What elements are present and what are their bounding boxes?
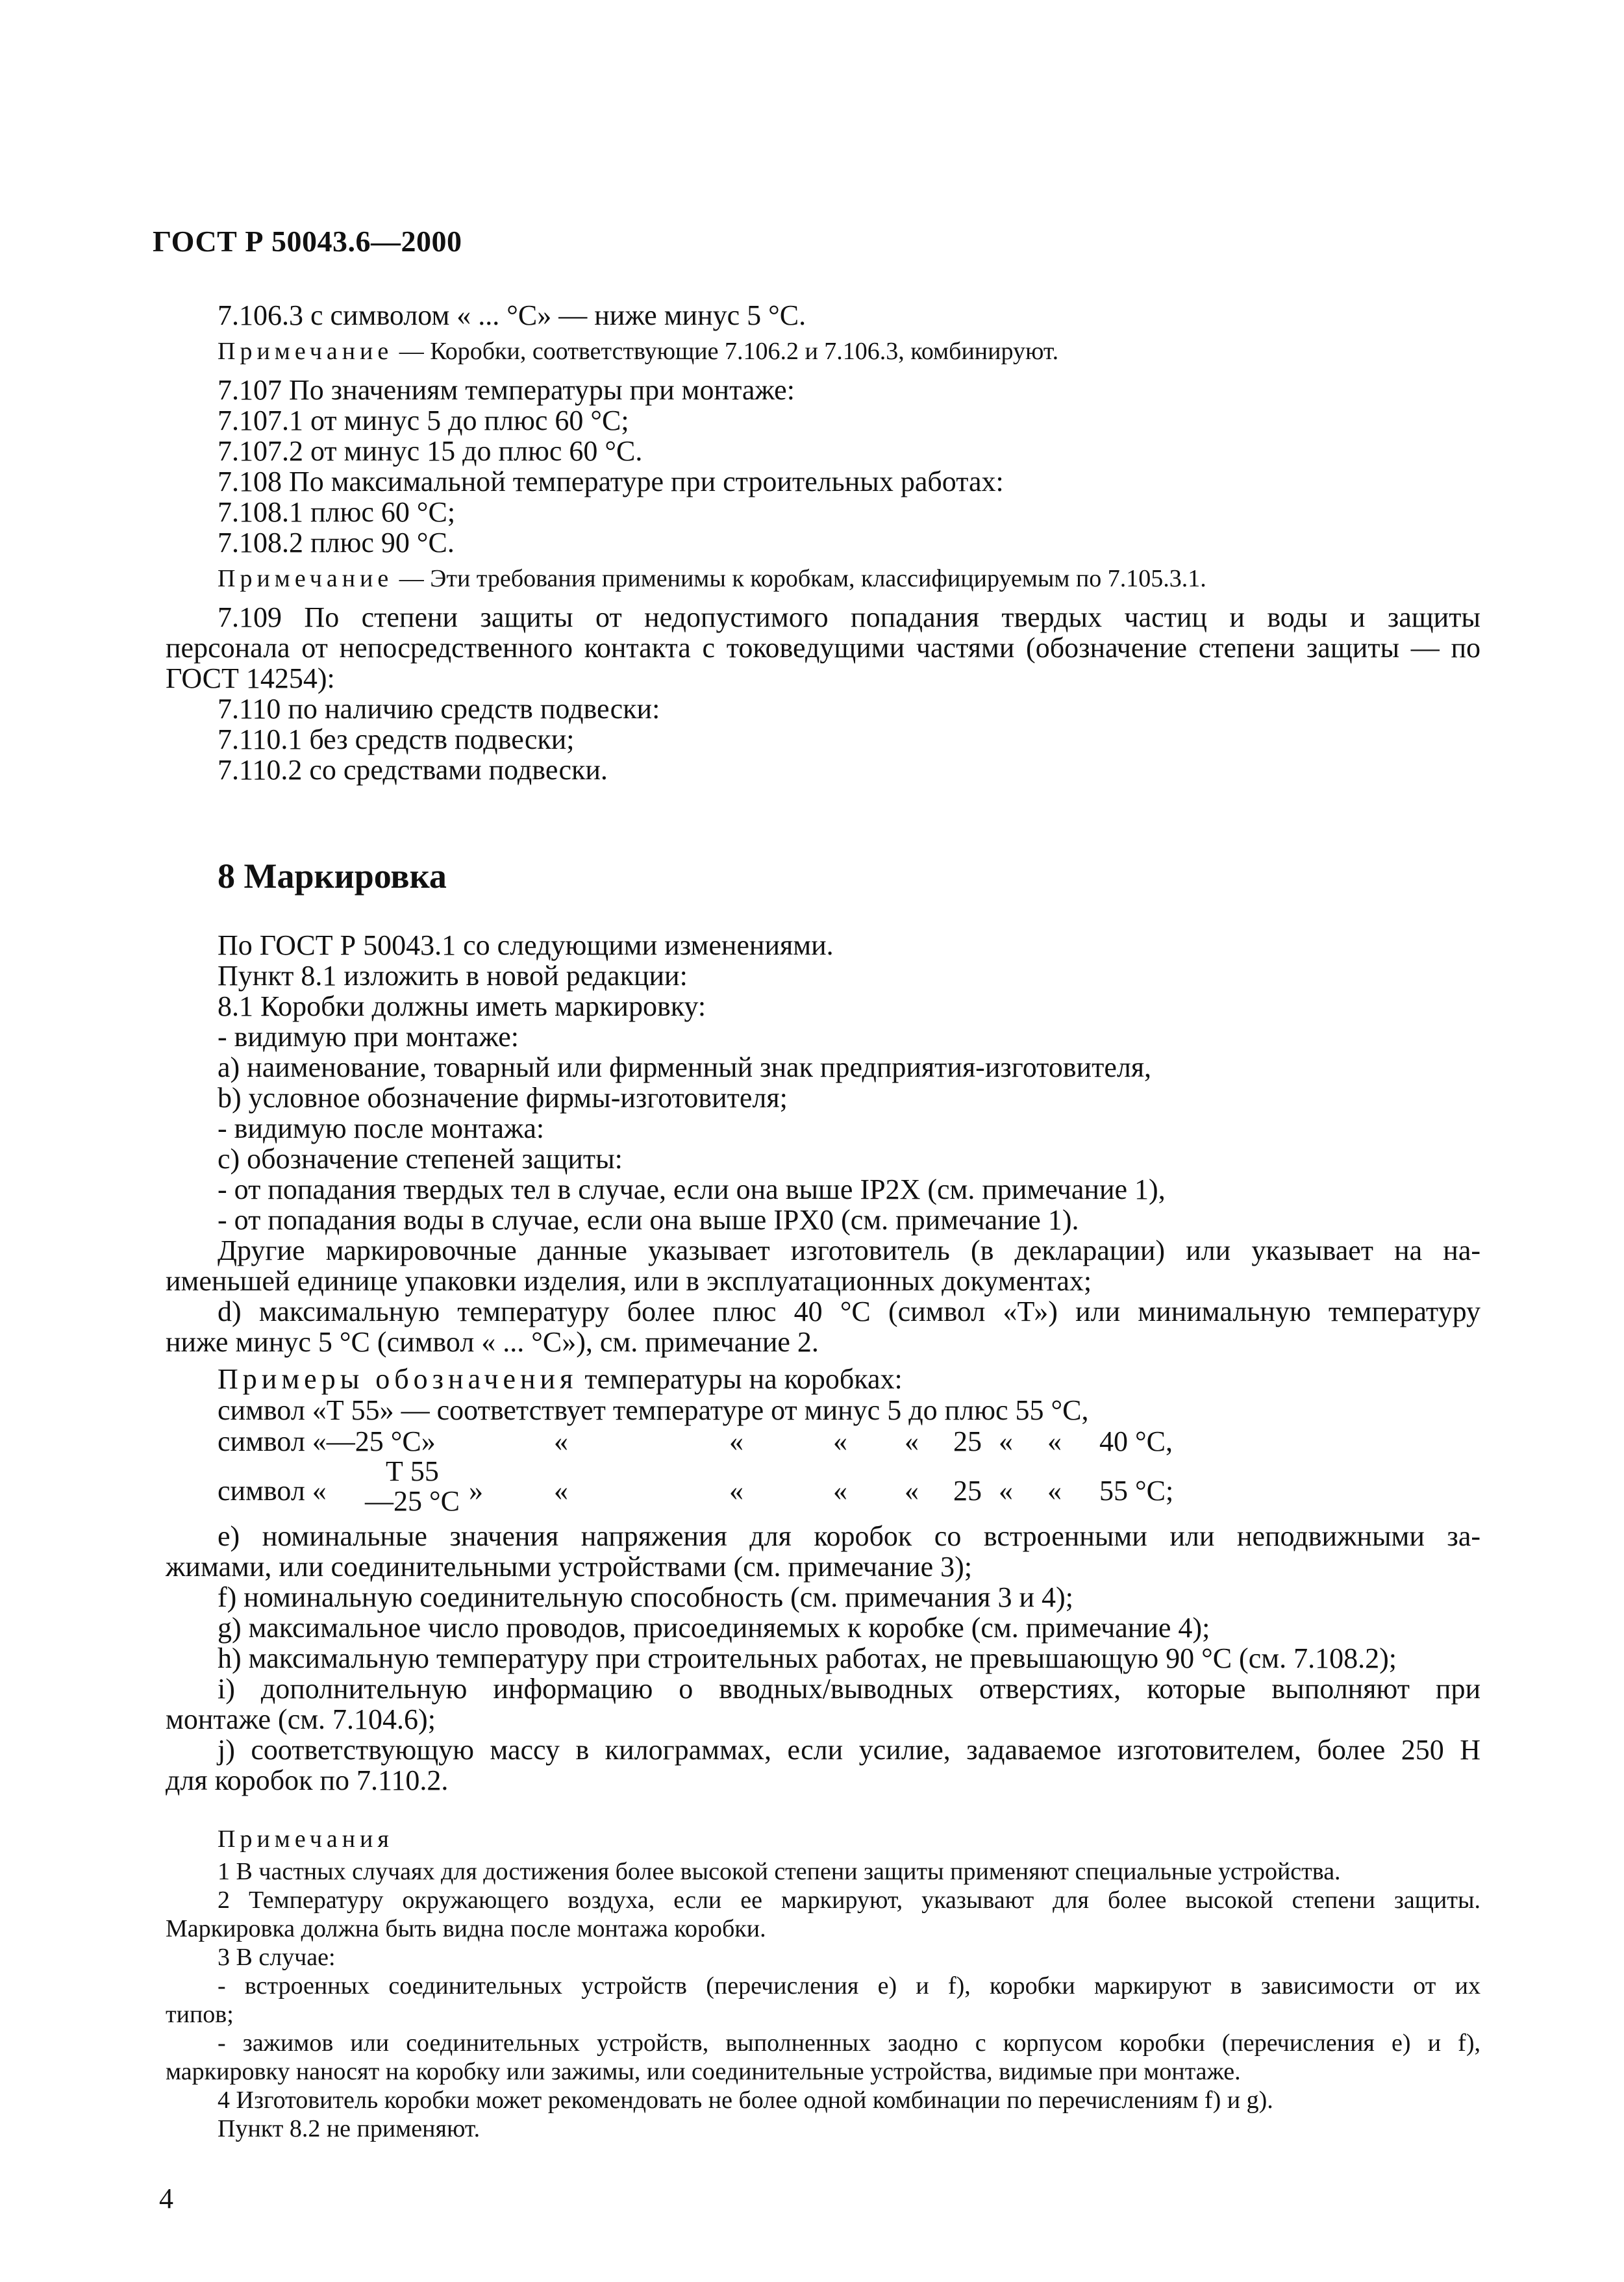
note-label: Примечание <box>218 338 394 365</box>
clause-7-108: 7.108 По максимальной температуре при строительных работах: <box>218 466 1004 497</box>
note-2-cont: Маркировка должна быть видна после монтажа коробки. <box>166 1915 766 1942</box>
clause-7-107-2: 7.107.2 от минус 15 до плюс 60 °С. <box>218 435 643 467</box>
clauses-block <box>166 300 1480 785</box>
note-text: — Эти требования применимы к коробкам, классифицируемым по 7.105.3.1. <box>393 565 1206 592</box>
ditto-mark: « <box>554 1425 568 1457</box>
note-7-108 <box>166 564 1480 593</box>
marking-item-b: b) условное обозначение фирмы-изготовителя; <box>218 1082 788 1114</box>
example-row-3-fraction-denominator: —25 °С <box>365 1485 460 1517</box>
marking-block <box>166 930 1480 1357</box>
marking-item-h: h) максимальную температуру при строительных работах, не превышающую 90 °С (см. 7.108.2); <box>218 1642 1397 1674</box>
ditto-mark: « <box>905 1425 919 1457</box>
marking-item-g: g) максимальное число проводов, присоединяемых к коробке (см. примечание 4); <box>218 1612 1210 1644</box>
example-row-2-min: 25 <box>953 1425 982 1457</box>
note-label: Примечание <box>218 565 394 592</box>
marking-line: По ГОСТ Р 50043.1 со следующими изменениями. <box>218 929 834 961</box>
ditto-mark: « <box>729 1475 743 1507</box>
clause-7-109-line3: ГОСТ 14254): <box>166 662 335 694</box>
ditto-mark: « <box>905 1475 919 1507</box>
clause-7-110-2: 7.110.2 со средствами подвески. <box>218 754 608 786</box>
examples-heading <box>218 1362 903 1396</box>
marking-line: - от попадания воды в случае, если она выше IPX0 (см. примечание 1). <box>218 1204 1079 1236</box>
clause-7-110: 7.110 по наличию средств подвески: <box>218 693 660 725</box>
notes-block <box>166 1825 1480 2143</box>
marking-line: - видимую при монтаже: <box>218 1021 519 1053</box>
example-row-3-close: » <box>469 1475 483 1507</box>
note-3-a-cont: типов; <box>166 2001 234 2028</box>
marking-item-j: j) соответствующую массу в килограммах, если усилие, задаваемое изготовителем, более 250 Н <box>218 1734 1480 1766</box>
ditto-mark: « <box>1047 1475 1062 1507</box>
clause-7-107: 7.107 По значениям температуры при монтаже: <box>218 374 795 406</box>
marking-line: 8.1 Коробки должны иметь маркировку: <box>218 990 706 1022</box>
section-title: 8 Маркировка <box>218 857 447 896</box>
notes-title: Примечания <box>218 1825 394 1853</box>
marking-line: именьшей единице упаковки изделия, или в эксплуатационных документах; <box>166 1265 1092 1297</box>
clause-7-110-1: 7.110.1 без средств подвески; <box>218 723 575 755</box>
ditto-mark: « <box>833 1425 847 1457</box>
marking-line: - от попадания твердых тел в случае, если она выше IP2X (см. примечание 1), <box>218 1173 1166 1205</box>
example-row-1: символ «Т 55» — соответствует температуре от минус 5 до плюс 55 °С, <box>218 1394 1089 1426</box>
note-4: 4 Изготовитель коробки может рекомендовать не более одной комбинации по перечислениям f) и g). <box>218 2087 1273 2114</box>
note-7-106 <box>166 337 1480 366</box>
note-1: 1 В частных случаях для достижения более высокой степени защиты применяют специальные устройства. <box>218 1858 1341 1885</box>
marking-item-c: c) обозначение степеней защиты: <box>218 1143 623 1175</box>
clause-7-107-1: 7.107.1 от минус 5 до плюс 60 °С; <box>218 405 629 436</box>
note-3-a: - встроенных соединительных устройств (перечисления e) и f), коробки маркируют в зависимости от их <box>218 1972 1480 2000</box>
marking-line: Другие маркировочные данные указывает изготовитель (в декларации) или указывает на на- <box>218 1235 1480 1266</box>
example-row-3-lead: символ « <box>218 1475 327 1507</box>
clause-8-2: Пункт 8.2 не применяют. <box>218 2115 481 2142</box>
document-code-header: ГОСТ Р 50043.6—2000 <box>153 225 462 258</box>
marking-item-d-cont: ниже минус 5 °С (символ « ... °С»), см. примечание 2. <box>166 1326 819 1358</box>
clause-7-108-2: 7.108.2 плюс 90 °С. <box>218 527 455 558</box>
marking-line: - видимую после монтажа: <box>218 1112 545 1144</box>
ditto-mark: « <box>729 1425 743 1457</box>
note-3: 3 В случае: <box>218 1944 336 1971</box>
marking-items-block <box>166 1521 1480 1796</box>
marking-line: Пункт 8.1 изложить в новой редакции: <box>218 960 688 992</box>
marking-item-i: i) дополнительную информацию о вводных/выводных отверстиях, которые выполняют при <box>218 1673 1480 1705</box>
ditto-mark: « <box>999 1425 1013 1457</box>
clause-7-108-1: 7.108.1 плюс 60 °С; <box>218 496 456 528</box>
example-row-2-lead: символ «—25 °С» <box>218 1425 436 1457</box>
note-3-b-cont: маркировку наносят на коробку или зажимы, или соединительные устройства, видимые при монтаже. <box>166 2058 1241 2085</box>
example-row-3-fraction-numerator: Т 55 <box>386 1455 439 1487</box>
clause-7-109-line1: 7.109 По степени защиты от недопустимого попадания твердых частиц и воды и защиты <box>218 601 1480 633</box>
note-2: 2 Температуру окружающего воздуха, если ее маркируют, указывают для более высокой степени защиты. <box>218 1887 1480 1914</box>
ditto-mark: « <box>833 1475 847 1507</box>
marking-item-j-cont: для коробок по 7.110.2. <box>166 1764 449 1796</box>
examples-label: Примеры обозначения <box>218 1363 578 1395</box>
marking-item-e-cont: жимами, или соединительными устройствами (см. примечание 3); <box>166 1551 973 1583</box>
examples-label-tail: температуры на коробках: <box>577 1363 903 1395</box>
note-3-b: - зажимов или соединительных устройств, выполненных заодно с корпусом коробки (перечисления e) и f), <box>218 2029 1480 2057</box>
example-row-2-max: 40 °С, <box>1099 1425 1173 1457</box>
ditto-mark: « <box>999 1475 1013 1507</box>
marking-item-e: e) номинальные значения напряжения для коробок со встроенными или неподвижными за- <box>218 1520 1480 1552</box>
clause-7-106-3: 7.106.3 с символом « ... °С» — ниже минус 5 °С. <box>218 299 806 331</box>
marking-item-a: a) наименование, товарный или фирменный знак предприятия-изготовителя, <box>218 1051 1152 1083</box>
ditto-mark: « <box>1047 1425 1062 1457</box>
ditto-mark: « <box>554 1475 568 1507</box>
marking-item-f: f) номинальную соединительную способность (см. примечания 3 и 4); <box>218 1581 1073 1613</box>
page-number: 4 <box>159 2183 173 2214</box>
marking-item-i-cont: монтаже (см. 7.104.6); <box>166 1703 436 1735</box>
example-row-3-max: 55 °С; <box>1099 1475 1174 1507</box>
clause-7-109-line2: персонала от непосредственного контакта с токоведущими частями (обозначение степени защиты — по <box>166 632 1480 664</box>
example-row-3-min: 25 <box>953 1475 982 1507</box>
note-text: — Коробки, соответствующие 7.106.2 и 7.106.3, комбинируют. <box>393 338 1059 365</box>
marking-item-d: d) максимальную температуру более плюс 40 °С (символ «Т») или минимальную температуру <box>218 1296 1480 1327</box>
